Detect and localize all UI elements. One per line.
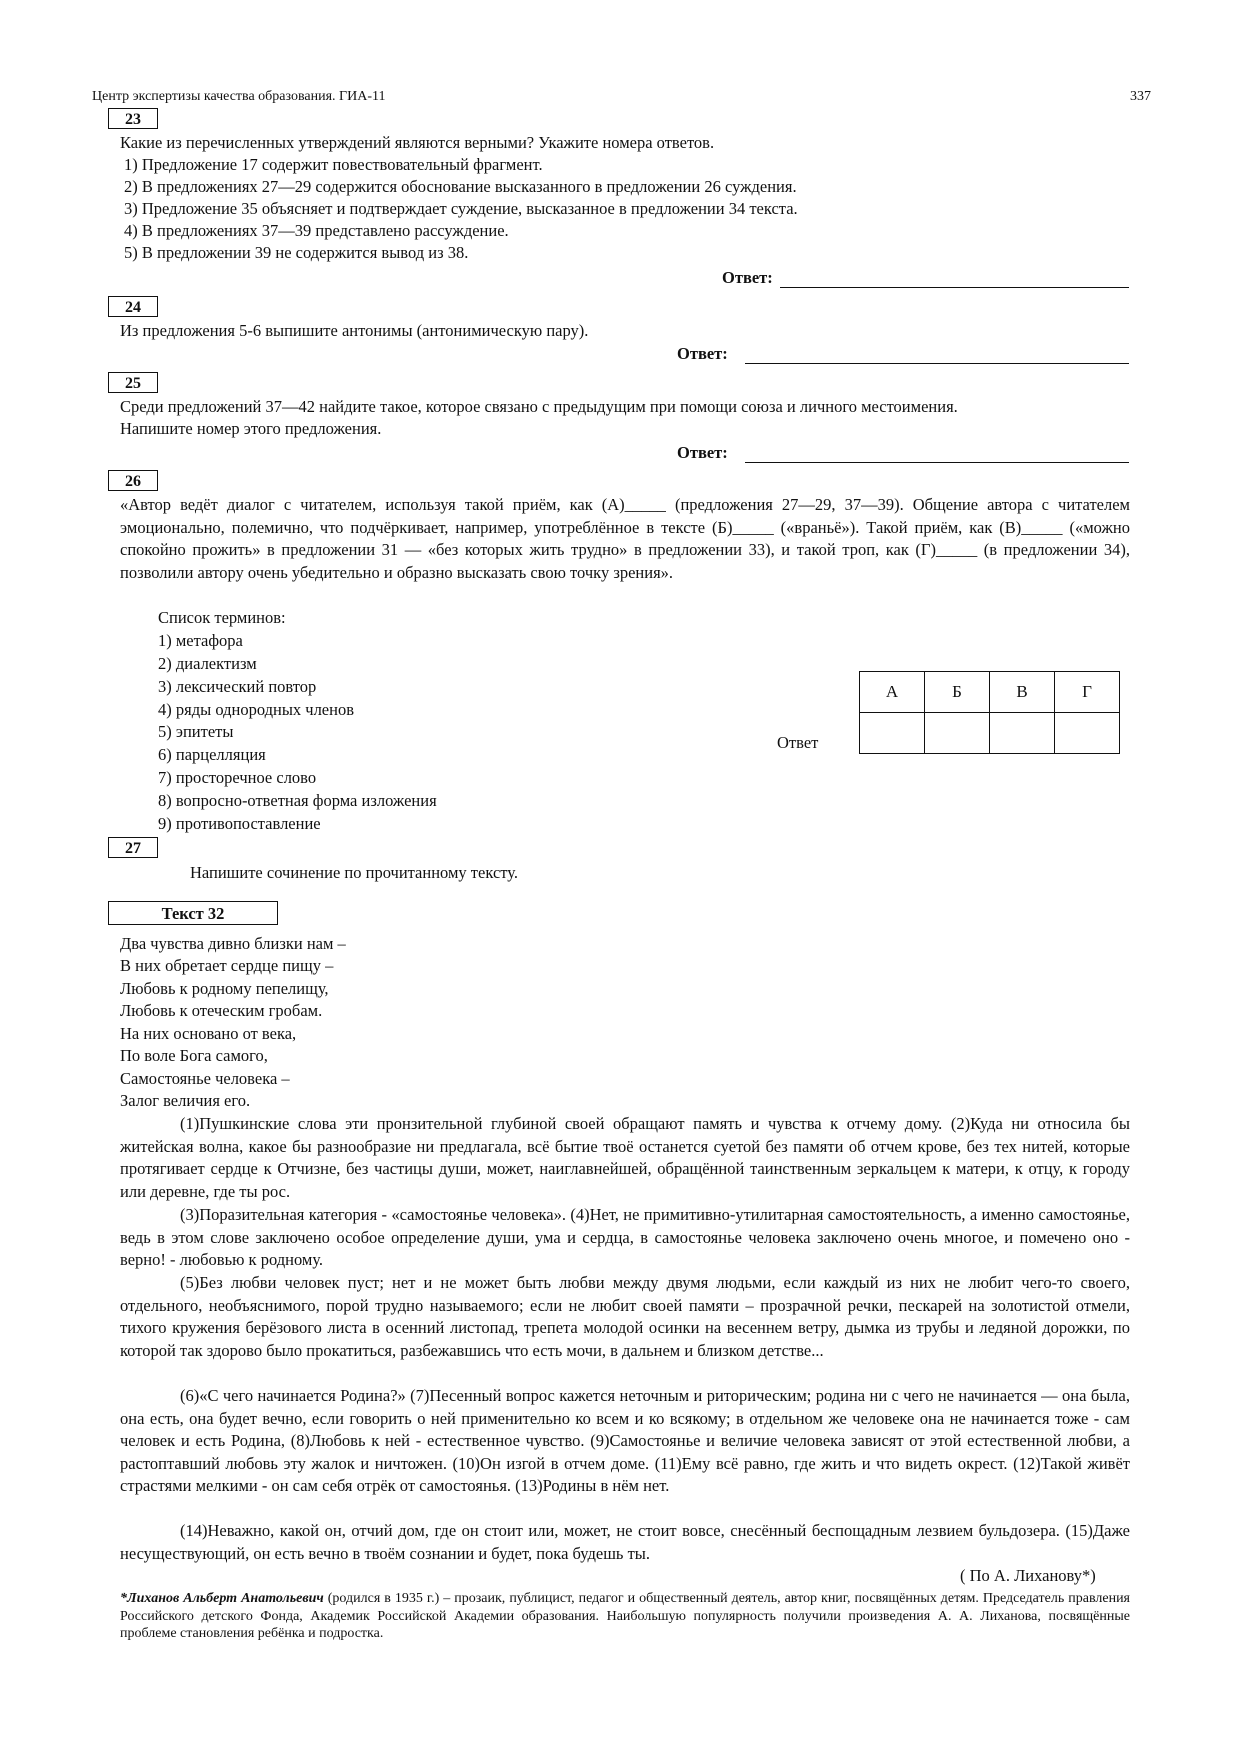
term-item: 7) просторечное слово (158, 768, 317, 787)
term-item: 2) диалектизм (158, 654, 257, 673)
task-25-question-line-1: Среди предложений 37—42 найдите такое, которое связано с предыдущим при помощи союза и личного местоимения. (120, 397, 958, 416)
task-24-answer-line[interactable] (745, 362, 1129, 364)
task-number-27: 27 (108, 837, 158, 858)
term-item: 1) метафора (158, 631, 243, 650)
text-attribution: ( По А. Лиханову*) (960, 1566, 1096, 1585)
terms-list-title: Список терминов: (158, 608, 286, 627)
term-item: 4) ряды однородных членов (158, 700, 355, 719)
answer-grid-label: Ответ (777, 733, 819, 752)
text-paragraph-1: (1)Пушкинские слова эти пронзительной глубиной своей обращают память и чувства к отчему дому. (2)Куда ни относила бы житейская волна, какое бы разнообразие ни предлагала, всё бытие твоё останется суетой без памяти об отчем крове, без тех нитей, которые протягивает сердце к Отчизне, без частицы души, может, наиглавнейшей, обращённой таинственным зеркальцем к матери, к отцу, к городу или деревне, где ты рос. (120, 1114, 1130, 1201)
poem-line: По воле Бога самого, (120, 1046, 268, 1065)
footnote-author-name: *Лиханов Альберт Анатольевич (120, 1591, 324, 1606)
grid-cell-a[interactable] (860, 713, 925, 754)
task-number-26: 26 (108, 470, 158, 491)
poem-line: Любовь к отеческим гробам. (120, 1001, 323, 1020)
task-23-answer-label: Ответ: (722, 268, 773, 287)
answer-grid (859, 671, 1120, 754)
task-number-23: 23 (108, 108, 158, 129)
poem-line: Залог величия его. (120, 1091, 251, 1110)
task-24-answer-label: Ответ: (677, 344, 728, 363)
poem-line: На них основано от века, (120, 1024, 297, 1043)
task-23-option-5: 5) В предложении 39 не содержится вывод из 38. (124, 243, 469, 262)
term-item: 6) парцелляция (158, 745, 266, 764)
text-32-label: Текст 32 (108, 901, 278, 925)
poem-line: Любовь к родному пепелищу, (120, 979, 329, 998)
grid-cell-b[interactable] (925, 713, 990, 754)
task-number-24: 24 (108, 296, 158, 317)
page-number: 337 (1130, 89, 1151, 104)
text-paragraph-4: (6)«С чего начинается Родина?» (7)Песенный вопрос кажется неточным и риторическим; родина ни с чего не начинается — она была, она есть, она будет вечно, если говорить о ней применительно ко всем и ко всякому; в отдельном же человеке она не начинается тоже - сам человек и есть Родина, (8)Любовь к ней - естественное чувство. (9)Самостоянье и величие человека зависят от этой естественной любви, а растоптавший любовь эту жалок и ничтожен. (10)Он изгой в отчем доме. (11)Ему всё равно, где жить и что видеть окрест. (12)Такой живёт страстями мелкими - он сам себя отрёк от самостоянья. (13)Родины в нём нет. (120, 1386, 1130, 1495)
poem-line: В них обретает сердце пищу – (120, 956, 334, 975)
footnote-text: (родился в 1935 г.) – прозаик, публицист, педагог и общественный деятель, автор книг, посвящённых детям. Председатель правления Российского детского Фонда, Академик Российской Академии образования. Наибольшую популярность получили произведения А. А. Лиханова, посвящённые проблеме становления ребёнка и подростка. (120, 1591, 1130, 1641)
task-23-option-4: 4) В предложениях 37—39 представлено рассуждение. (124, 221, 509, 240)
grid-header-b: Б (925, 672, 990, 713)
task-25-question-line-2: Напишите номер этого предложения. (120, 419, 382, 438)
grid-header-a: А (860, 672, 925, 713)
grid-cell-v[interactable] (990, 713, 1055, 754)
grid-cell-g[interactable] (1055, 713, 1120, 754)
task-24-question: Из предложения 5-6 выпишите антонимы (антонимическую пару). (120, 321, 589, 340)
text-paragraph-3: (5)Без любви человек пуст; нет и не может быть любви между двумя людьми, если каждый из них не любит чего-то своего, отдельного, необъяснимого, порой трудно называемого; если не любит своей памяти – прозрачной речки, пескарей на золотистой отмели, тихого кружения берёзового листа в осенний листопад, трепета молодой осинки на весеннем ветру, дымка из трубы и ледяной дорожки, по которой так здорово было прокатиться, разбежавшись что есть мочи, в дальнем и близком детстве... (120, 1273, 1130, 1360)
task-23-answer-line[interactable] (780, 286, 1129, 288)
task-26-paragraph: «Автор ведёт диалог с читателем, используя такой приём, как (А)_____ (предложения 27—29, 37—39). Общение автора с читателем эмоционально, полемично, что подчёркивает, например, употреблённое в тексте (Б)_____ («враньё»). Такой приём, как (В)_____ («можно спокойно прожить» в предложении 31 — «без которых жить трудно» в предложении 33), и такой троп, как (Г)_____ (в предложении 34), позволили автору очень убедительно и образно высказать свою точку зрения». (120, 495, 1130, 582)
term-item: 9) противопоставление (158, 814, 321, 833)
task-23-option-2: 2) В предложениях 27—29 содержится обоснование высказанного в предложении 26 суждения. (124, 177, 797, 196)
text-paragraph-2: (3)Поразительная категория - «самостоянье человека». (4)Нет, не примитивно-утилитарная самостоятельность, а именно самостоянье, ведь в этом слове заключено особое определение души, ума и сердца, в самостоянье человека заключено очень многое, и помечено оно - верно! - любовью к родному. (120, 1205, 1130, 1269)
task-25-answer-line[interactable] (745, 461, 1129, 463)
term-item: 5) эпитеты (158, 722, 234, 741)
task-number-25: 25 (108, 372, 158, 393)
page-header-title: Центр экспертизы качества образования. ГИА-11 (92, 89, 386, 104)
poem-line: Два чувства дивно близки нам – (120, 934, 346, 953)
task-23-option-3: 3) Предложение 35 объясняет и подтверждает суждение, высказанное в предложении 34 текста. (124, 199, 798, 218)
poem-line: Самостоянье человека – (120, 1069, 290, 1088)
task-27-instruction: Напишите сочинение по прочитанному тексту. (190, 863, 518, 882)
grid-header-g: Г (1055, 672, 1120, 713)
grid-header-v: В (990, 672, 1055, 713)
term-item: 8) вопросно-ответная форма изложения (158, 791, 437, 810)
author-footnote (120, 1590, 1130, 1643)
text-paragraph-5: (14)Неважно, какой он, отчий дом, где он стоит или, может, не стоит вовсе, снесённый беспощадным лезвием бульдозера. (15)Даже несуществующий, он есть вечно в твоём сознании и будет, пока будешь ты. (120, 1521, 1130, 1563)
term-item: 3) лексический повтор (158, 677, 317, 696)
task-25-answer-label: Ответ: (677, 443, 728, 462)
task-23-option-1: 1) Предложение 17 содержит повествовательный фрагмент. (124, 155, 543, 174)
task-23-question: Какие из перечисленных утверждений являются верными? Укажите номера ответов. (120, 133, 715, 152)
